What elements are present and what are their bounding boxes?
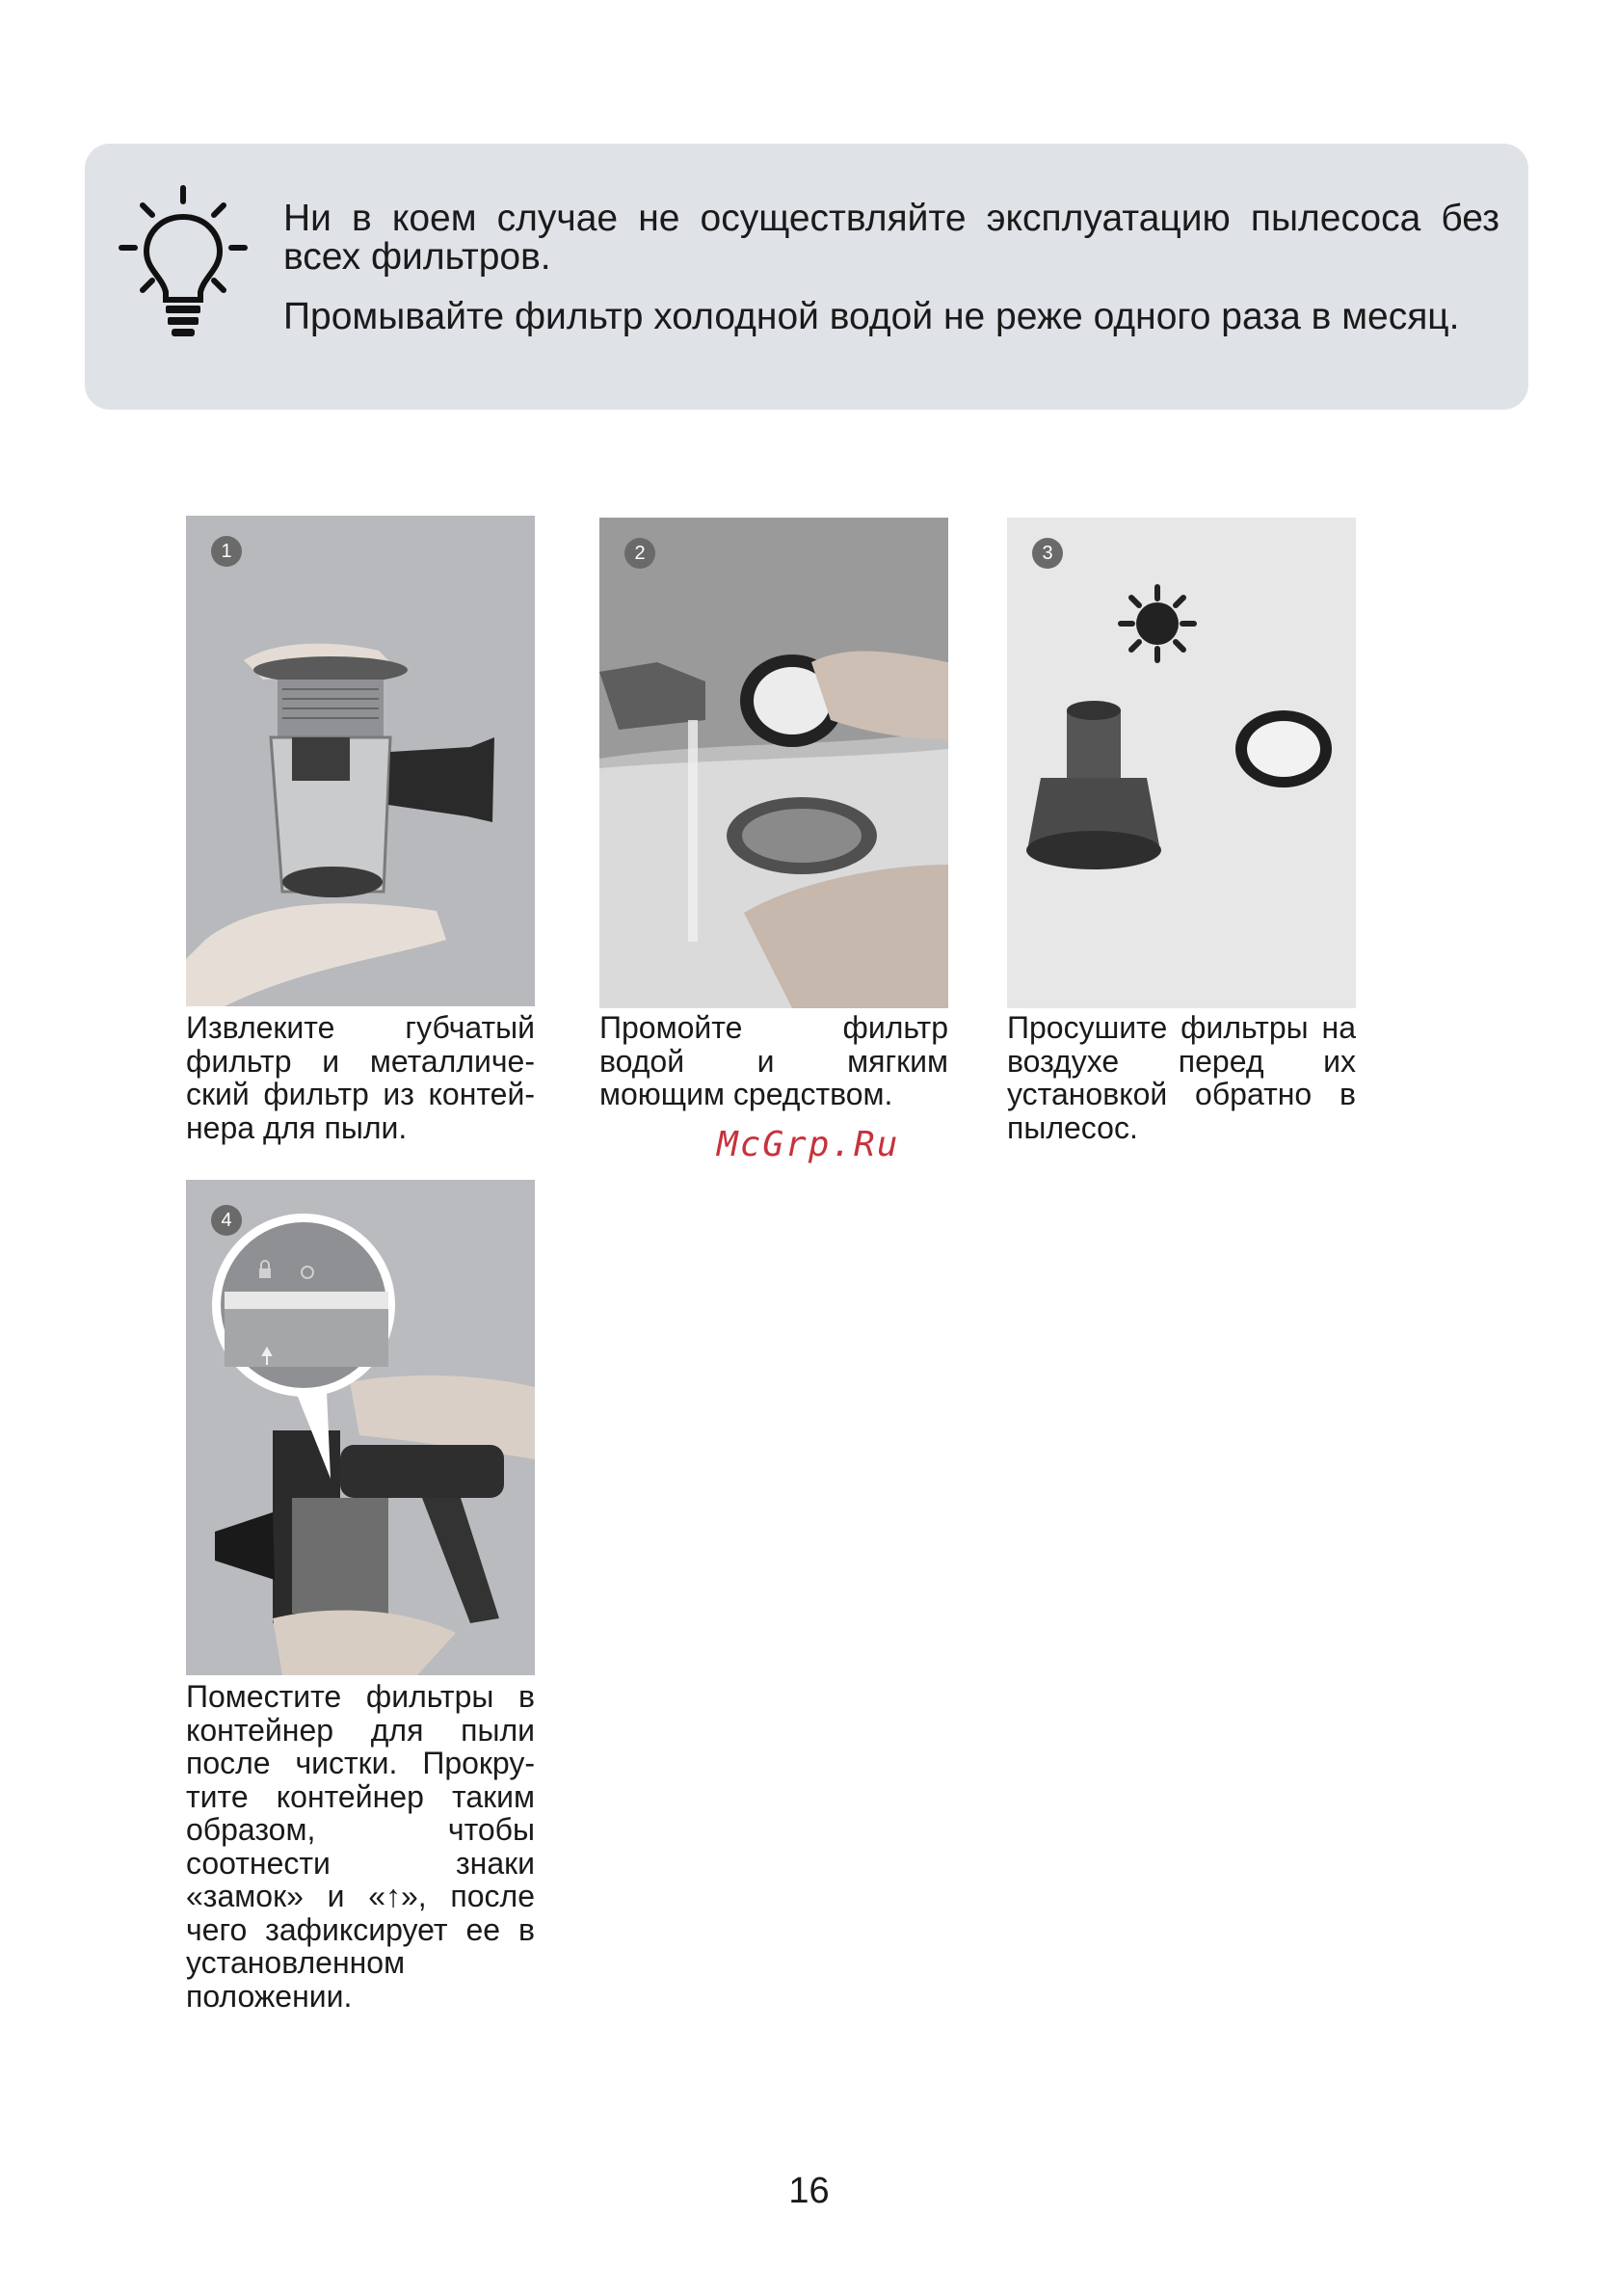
step-2-badge: 2 [624, 538, 655, 569]
tip-wash-text: Промывайте фильтр холодной водой не реже одного раза в месяц. [283, 296, 1460, 337]
tip-box [85, 144, 1528, 410]
step-3-badge: 3 [1032, 538, 1063, 569]
step-3-caption: Просушите фильтры на воздухе перед их установкой обратно в пылесос. [1007, 1010, 1356, 1145]
lightbulb-icon [116, 184, 251, 348]
watermark: McGrp.Ru [717, 1125, 900, 1164]
tip-warning-text: Ни в коем случае не осуществляйте эксплуатацию пылесоса без всех фильтров. [283, 198, 1499, 278]
step-1-badge: 1 [211, 536, 242, 567]
step-1-caption: Извлеките губчатый фильтр и металлический фильтр из контейнера для пыли. [186, 1010, 535, 1145]
page-number: 16 [788, 2171, 830, 2211]
step-4-photo [186, 1180, 535, 1675]
step-3-photo [1007, 518, 1356, 1008]
step-2-photo [599, 518, 948, 1008]
step-2-caption: Промойте фильтр водой и мягким моющим средством. [599, 1010, 948, 1111]
step-1-photo [186, 516, 535, 1006]
step-4-caption: Поместите фильтры в контейнер для пыли после чистки. Прокрутите контейнер таким образом, чтобы соотнести знаки «замок» и «↑», после чего зафиксирует ее в установленном положении. [186, 1679, 535, 2014]
step-4-badge: 4 [211, 1205, 242, 1236]
